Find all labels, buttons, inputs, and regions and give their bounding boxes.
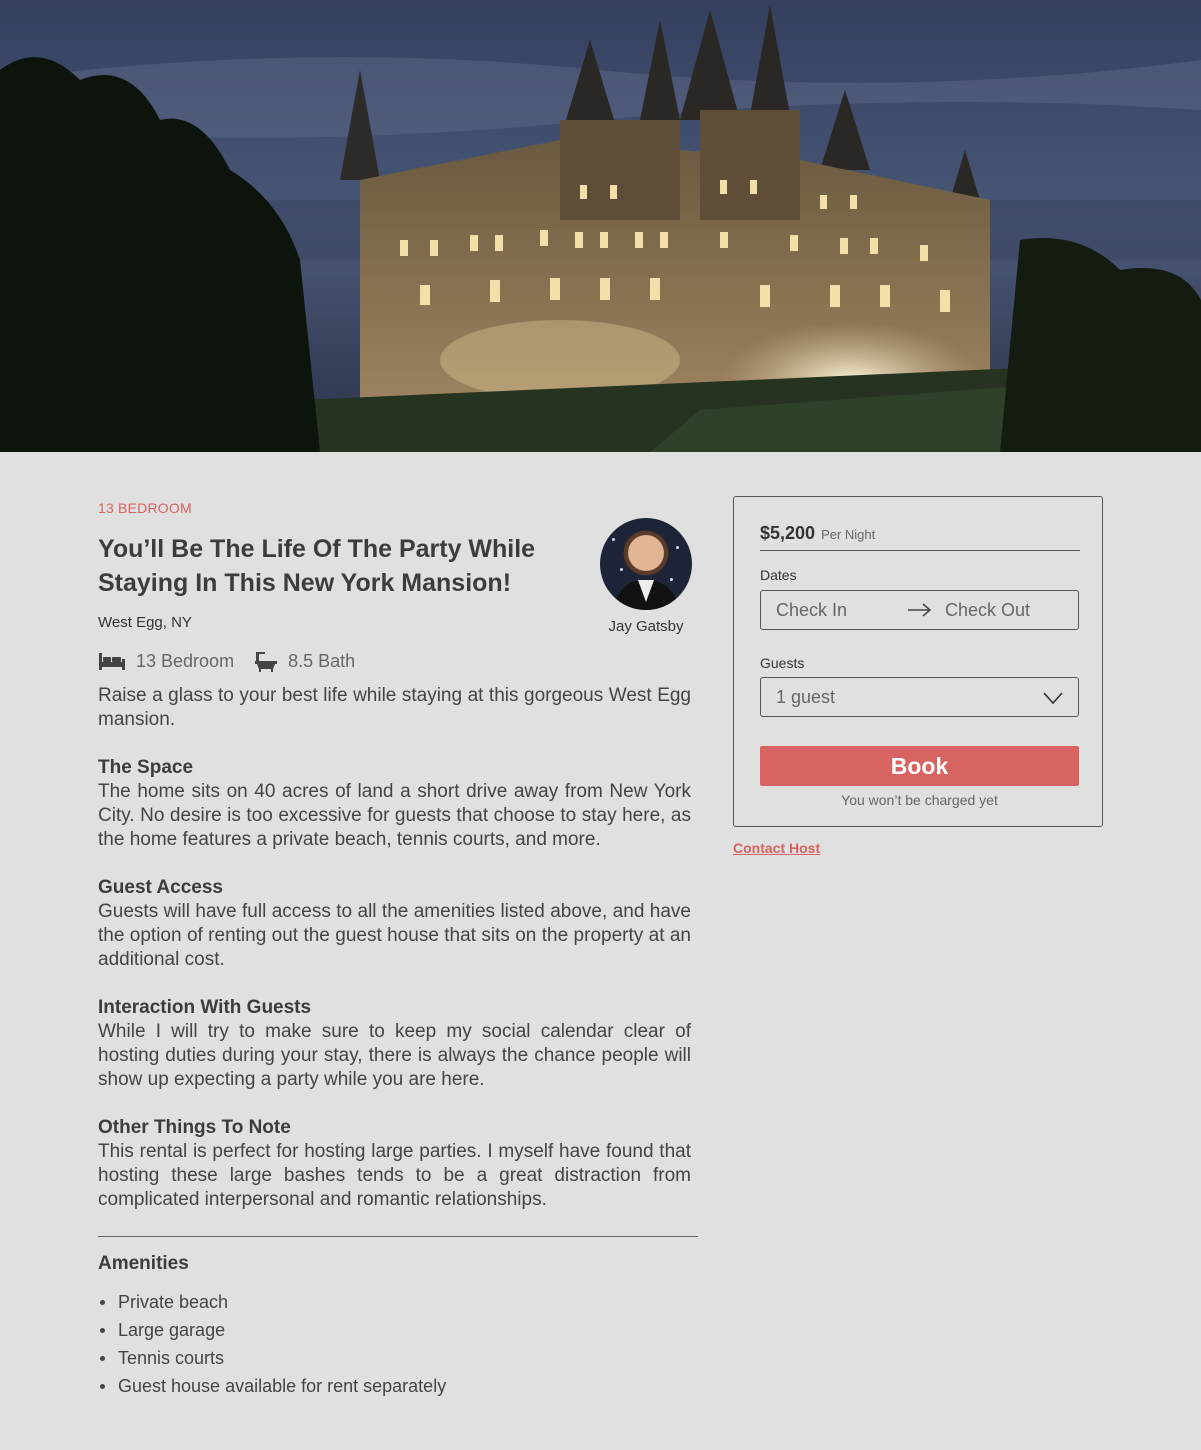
list-item: Guest house available for rent separately <box>98 1372 446 1400</box>
host-avatar[interactable] <box>600 518 692 610</box>
section-heading: The Space <box>98 757 194 778</box>
list-item: Private beach <box>98 1288 446 1316</box>
charge-note: You won’t be charged yet <box>841 792 998 808</box>
guests-label: Guests <box>760 655 805 671</box>
contact-host-link[interactable]: Contact Host <box>733 840 821 856</box>
chevron-down-icon[interactable] <box>1042 691 1064 705</box>
guests-select[interactable] <box>760 677 1079 717</box>
nightly-price: $5,200 <box>760 523 816 543</box>
date-range-picker[interactable] <box>760 590 1079 630</box>
listing-title: You’ll Be The Life Of The Party While Staying In This New York Mansion! <box>98 535 536 597</box>
section-text: While I will try to make sure to keep my social calendar clear of hosting duties during your stay, there is always the chance people will show up expecting a party while you are here. <box>98 1021 691 1090</box>
price-row <box>760 523 1080 551</box>
bed-icon <box>98 651 126 671</box>
bath-count: 8.5 Bath <box>288 650 356 671</box>
mansion-illustration <box>0 0 1201 452</box>
amenities-title: Amenities <box>98 1253 189 1274</box>
listing-details <box>98 500 698 1396</box>
hero-image <box>0 0 1201 452</box>
section-heading: Guest Access <box>98 877 223 898</box>
dates-label: Dates <box>760 567 797 583</box>
listing-category: 13 BEDROOM <box>98 500 192 516</box>
listing-description <box>98 684 691 1212</box>
arrow-right-icon <box>907 602 933 618</box>
bath-feature <box>254 650 355 672</box>
section-other-notes <box>98 1116 691 1212</box>
section-heading: Interaction With Guests <box>98 997 312 1018</box>
host-profile[interactable] <box>596 518 696 635</box>
guests-value: 1 guest <box>776 686 836 707</box>
listing-intro: Raise a glass to your best life while staying at this gorgeous West Egg mansion. <box>98 685 691 730</box>
list-item: Large garage <box>98 1316 446 1344</box>
listing-location: West Egg, NY <box>98 614 192 631</box>
section-text: Guests will have full access to all the amenities listed above, and have the option of renting out the guest house that sits on the property at an additional cost. <box>98 901 691 970</box>
section-divider <box>98 1236 698 1237</box>
bedroom-feature <box>98 651 234 672</box>
section-text: The home sits on 40 acres of land a short drive away from New York City. No desire is too excessive for guests that choose to stay here, as the home features a private beach, tennis courts, and more. <box>98 781 691 850</box>
listing-features <box>98 650 375 672</box>
list-item: Tennis courts <box>98 1344 446 1372</box>
section-interaction <box>98 996 691 1092</box>
section-heading: Other Things To Note <box>98 1117 291 1138</box>
section-the-space <box>98 756 691 852</box>
booking-card <box>733 496 1103 827</box>
section-guest-access <box>98 876 691 972</box>
bedroom-count: 13 Bedroom <box>136 650 235 671</box>
book-button[interactable]: Book <box>760 746 1079 786</box>
host-name: Jay Gatsby <box>608 618 684 635</box>
amenities-list <box>98 1288 446 1400</box>
bathtub-icon <box>254 650 278 672</box>
section-text: This rental is perfect for hosting large parties. I myself have found that hosting these large bashes tends to be a great distraction from complicated interpersonal and romantic relationships. <box>98 1141 691 1210</box>
check-in-input[interactable]: Check In <box>776 599 848 620</box>
check-out-input[interactable]: Check Out <box>945 599 1031 620</box>
price-unit: Per Night <box>821 527 876 542</box>
